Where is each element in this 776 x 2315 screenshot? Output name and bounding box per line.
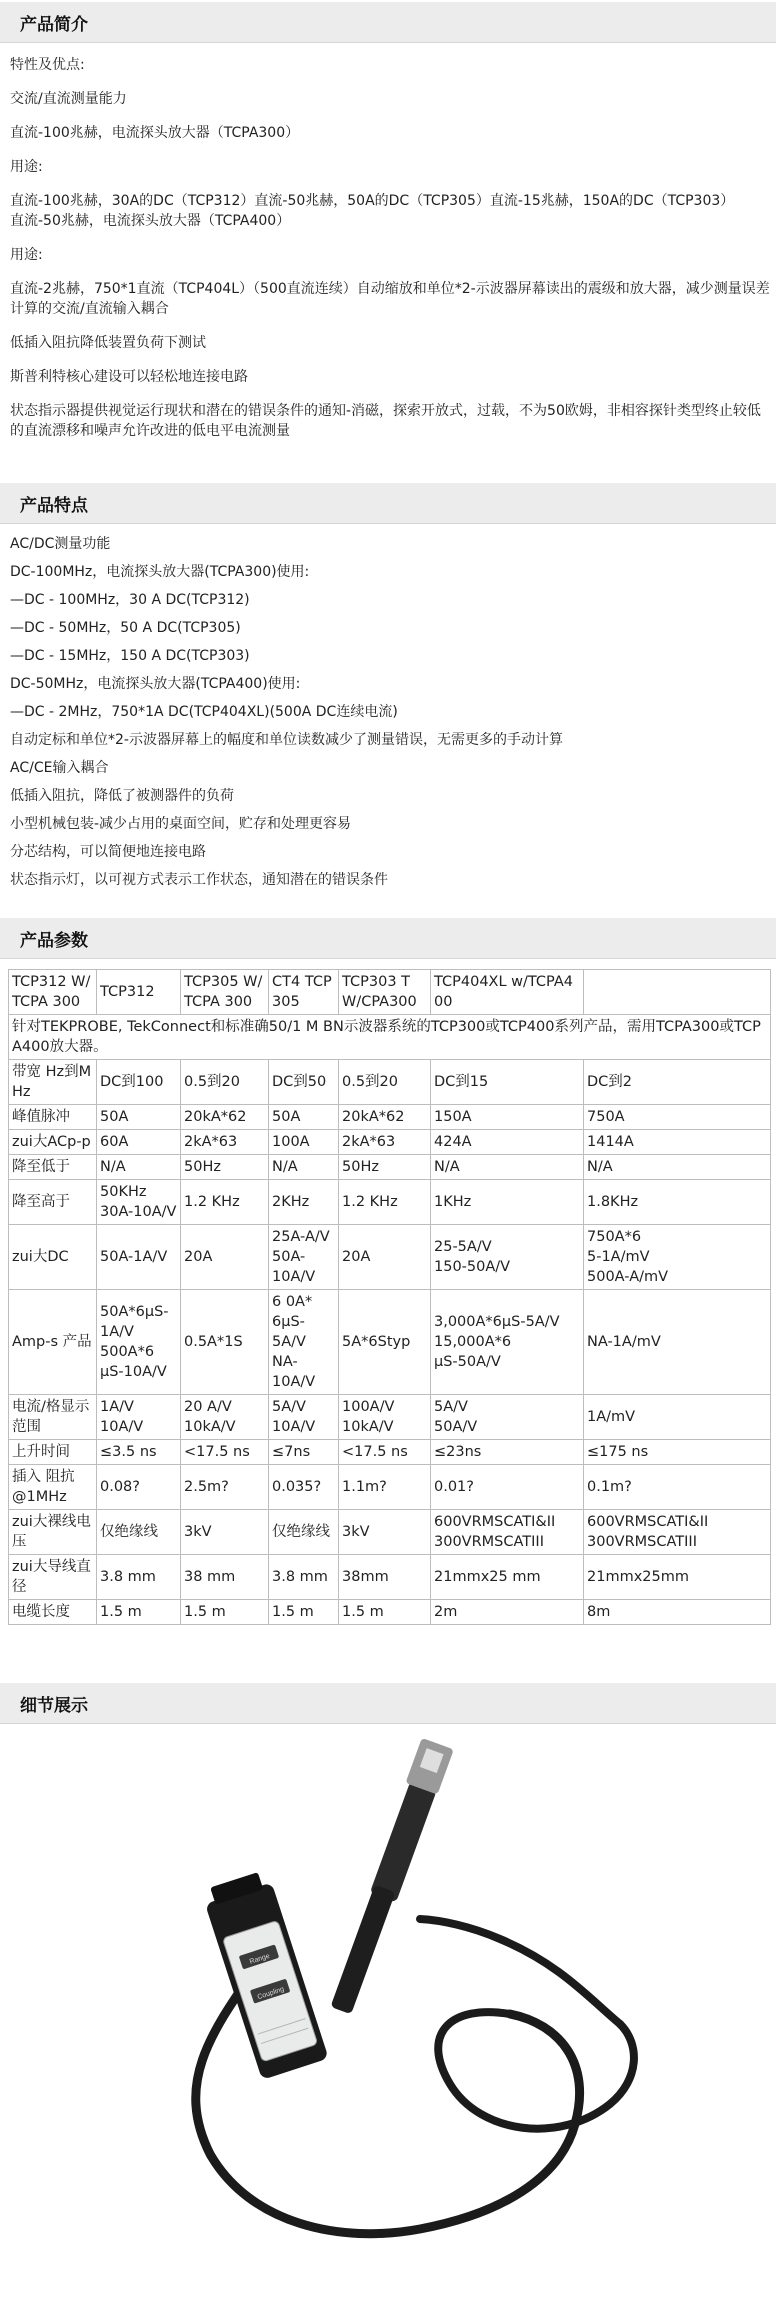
- params-cell: <17.5 ns: [339, 1440, 431, 1465]
- params-cell: 0.08?: [97, 1465, 181, 1510]
- params-header-cell: TCP303 TW/CPA300: [339, 970, 431, 1015]
- params-cell: DC到15: [431, 1060, 584, 1105]
- params-row: [9, 1225, 771, 1290]
- params-cell: 3.8 mm: [269, 1555, 339, 1600]
- params-row-label: 峰值脉冲: [9, 1105, 97, 1130]
- params-cell: N/A: [97, 1155, 181, 1180]
- params-row-label: zui大DC: [9, 1225, 97, 1290]
- probe-cable: [420, 1919, 620, 2024]
- intro-line: 状态指示器提供视觉运行现状和潜在的错误条件的通知-消磁，探索开放式，过载，不为50欧姆，非相容探针类型终止较低的直流漂移和噪声允许改进的低电平电流测量: [10, 403, 761, 439]
- params-header-cell: CT4 TCP305: [269, 970, 339, 1015]
- params-row: [9, 1060, 771, 1105]
- params-cell: ≤23ns: [431, 1440, 584, 1465]
- params-row: [9, 1510, 771, 1555]
- params-cell: 20A: [181, 1225, 269, 1290]
- feature-line: —DC - 100MHz，30 A DC(TCP312): [10, 592, 250, 608]
- params-cell: 38mm: [339, 1555, 431, 1600]
- params-cell: 38 mm: [181, 1555, 269, 1600]
- intro-section-title: 产品简介: [0, 2, 776, 43]
- params-cell: 5A*6Styp: [339, 1290, 431, 1395]
- params-cell: 2.5m?: [181, 1465, 269, 1510]
- params-cell: 750A*6 5-1A/mV 500A-A/mV: [584, 1225, 771, 1290]
- params-cell: 8m: [584, 1600, 771, 1625]
- params-cell: DC到50: [269, 1060, 339, 1105]
- params-cell: 3kV: [339, 1510, 431, 1555]
- params-cell: 0.1m?: [584, 1465, 771, 1510]
- feature-line: 自动定标和单位*2-示波器屏幕上的幅度和单位读数减少了测量错误，无需更多的手动计算: [10, 732, 563, 748]
- params-header-cell: [584, 970, 771, 1015]
- params-row-label: 降至低于: [9, 1155, 97, 1180]
- feature-line: AC/DC测量功能: [10, 536, 111, 552]
- features-text: [0, 524, 776, 904]
- params-cell: DC到2: [584, 1060, 771, 1105]
- params-row: [9, 1130, 771, 1155]
- params-cell: 60A: [97, 1130, 181, 1155]
- params-row-label: zui大导线直径: [9, 1555, 97, 1600]
- amplifier-box: [201, 1869, 329, 2080]
- feature-line: DC-50MHz，电流探头放大器(TCPA400)使用:: [10, 676, 301, 692]
- params-cell: 1.5 m: [97, 1600, 181, 1625]
- params-cell: 2m: [431, 1600, 584, 1625]
- params-cell: 1A/mV: [584, 1395, 771, 1440]
- params-cell: N/A: [269, 1155, 339, 1180]
- params-cell: 0.5到20: [181, 1060, 269, 1105]
- intro-line: 特性及优点:: [10, 57, 85, 73]
- params-row: [9, 1155, 771, 1180]
- params-cell: 50A*6μS- 1A/V 500A*6 μS-10A/V: [97, 1290, 181, 1395]
- params-cell: 1.1m?: [339, 1465, 431, 1510]
- params-cell: 20 A/V 10kA/V: [181, 1395, 269, 1440]
- feature-line: —DC - 15MHz，150 A DC(TCP303): [10, 648, 250, 664]
- params-cell: 600VRMSCATI&II 300VRMSCATIII: [431, 1510, 584, 1555]
- intro-line: 用途:: [10, 247, 43, 263]
- params-header-row: [9, 970, 771, 1015]
- params-row-label: 插入 阻抗 @1MHz: [9, 1465, 97, 1510]
- params-cell: 3,000A*6μS-5A/V 15,000A*6 μS-50A/V: [431, 1290, 584, 1395]
- params-header-cell: TCP404XL w/TCPA400: [431, 970, 584, 1015]
- params-cell: <17.5 ns: [181, 1440, 269, 1465]
- intro-line: 交流/直流测量能力: [10, 91, 127, 107]
- probe-cable: [438, 2012, 634, 2129]
- params-row: [9, 1465, 771, 1510]
- params-cell: 1.2 KHz: [181, 1180, 269, 1225]
- params-row-label: 电流/格显示范围: [9, 1395, 97, 1440]
- params-cell: 424A: [431, 1130, 584, 1155]
- params-cell: 0.5到20: [339, 1060, 431, 1105]
- feature-line: 低插入阻抗，降低了被测器件的负荷: [10, 788, 234, 804]
- params-cell: 仅绝缘线: [269, 1510, 339, 1555]
- params-cell: NA-1A/mV: [584, 1290, 771, 1395]
- params-row-label: 降至高于: [9, 1180, 97, 1225]
- feature-line: DC-100MHz，电流探头放大器(TCPA300)使用:: [10, 564, 310, 580]
- params-section-title: 产品参数: [0, 918, 776, 959]
- probe-head: [325, 1738, 454, 2017]
- params-cell: 1A/V 10A/V: [97, 1395, 181, 1440]
- params-row: [9, 1395, 771, 1440]
- params-cell: 2KHz: [269, 1180, 339, 1225]
- detail-image: [0, 1724, 776, 2284]
- feature-line: 分芯结构，可以简便地连接电路: [10, 844, 206, 860]
- params-cell: 20kA*62: [339, 1105, 431, 1130]
- params-row: [9, 1440, 771, 1465]
- params-cell: 21mmx25 mm: [431, 1555, 584, 1600]
- params-cell: 25-5A/V 150-50A/V: [431, 1225, 584, 1290]
- params-cell: 50Hz: [339, 1155, 431, 1180]
- params-row: [9, 1555, 771, 1600]
- params-cell: 20kA*62: [181, 1105, 269, 1130]
- params-cell: 1.2 KHz: [339, 1180, 431, 1225]
- intro-line: 斯普利特核心建设可以轻松地连接电路: [10, 369, 248, 385]
- params-row: [9, 1180, 771, 1225]
- params-row-label: zui大ACp-p: [9, 1130, 97, 1155]
- params-cell: 50KHz 30A-10A/V: [97, 1180, 181, 1225]
- intro-line: 直流-2兆赫，750*1直流（TCP404L）（500直流连续）自动缩放和单位*2-示波器屏幕读出的震级和放大器，减少测量误差计算的交流/直流输入耦合: [10, 281, 770, 317]
- params-cell: N/A: [431, 1155, 584, 1180]
- params-cell: 0.5A*1S: [181, 1290, 269, 1395]
- intro-line: 直流-100兆赫，30A的DC（TCP312）直流-50兆赫，50A的DC（TCP305）直流-15兆赫，150A的DC（TCP303）直流-50兆赫，电流探头放大器（TCPA400）: [10, 193, 728, 229]
- params-cell: 2kA*63: [339, 1130, 431, 1155]
- intro-line: 低插入阻抗降低装置负荷下测试: [10, 335, 206, 351]
- params-header-cell: TCP305 W/TCPA 300: [181, 970, 269, 1015]
- feature-line: 状态指示灯，以可视方式表示工作状态，通知潜在的错误条件: [10, 872, 388, 888]
- params-cell: N/A: [584, 1155, 771, 1180]
- params-table: [8, 969, 771, 1625]
- params-cell: 1.8KHz: [584, 1180, 771, 1225]
- params-cell: 50A: [97, 1105, 181, 1130]
- params-cell: 750A: [584, 1105, 771, 1130]
- probe-label-coupling: Coupling: [256, 1985, 286, 2002]
- params-cell: 600VRMSCATI&II 300VRMSCATIII: [584, 1510, 771, 1555]
- intro-line: 用途:: [10, 159, 43, 175]
- feature-line: AC/CE输入耦合: [10, 760, 109, 776]
- params-cell: 150A: [431, 1105, 584, 1130]
- params-cell: ≤175 ns: [584, 1440, 771, 1465]
- params-note: 针对TEKPROBE, TekConnect和标准确50/1 M BN示波器系统的TCP300或TCP400系列产品，需用TCPA300或TCPA400放大器。: [9, 1015, 771, 1060]
- intro-text: [0, 43, 776, 461]
- params-row-label: zui大裸线电压: [9, 1510, 97, 1555]
- params-cell: 1KHz: [431, 1180, 584, 1225]
- params-cell: 21mmx25mm: [584, 1555, 771, 1600]
- params-cell: 3kV: [181, 1510, 269, 1555]
- params-cell: 50A: [269, 1105, 339, 1130]
- params-cell: ≤3.5 ns: [97, 1440, 181, 1465]
- params-cell: 2kA*63: [181, 1130, 269, 1155]
- params-cell: 3.8 mm: [97, 1555, 181, 1600]
- params-row: [9, 1290, 771, 1395]
- current-probe-image: [0, 1724, 776, 2284]
- detail-section-title: 细节展示: [0, 1683, 776, 1724]
- params-cell: 5A/V 50A/V: [431, 1395, 584, 1440]
- params-cell: 20A: [339, 1225, 431, 1290]
- params-row-label: 上升时间: [9, 1440, 97, 1465]
- params-cell: 1414A: [584, 1130, 771, 1155]
- params-cell: 1.5 m: [269, 1600, 339, 1625]
- params-cell: 50A-1A/V: [97, 1225, 181, 1290]
- params-cell: 25A-A/V 50A- 10A/V: [269, 1225, 339, 1290]
- params-cell: 5A/V 10A/V: [269, 1395, 339, 1440]
- params-cell: 仅绝缘线: [97, 1510, 181, 1555]
- params-cell: 1.5 m: [339, 1600, 431, 1625]
- feature-line: —DC - 50MHz，50 A DC(TCP305): [10, 620, 241, 636]
- params-header-cell: TCP312 W/TCPA 300: [9, 970, 97, 1015]
- probe-label-range: Range: [248, 1952, 271, 1966]
- params-row-label: 电缆长度: [9, 1600, 97, 1625]
- feature-line: 小型机械包装-减少占用的桌面空间，贮存和处理更容易: [10, 816, 352, 832]
- params-header-cell: TCP312: [97, 970, 181, 1015]
- params-cell: 6 0A* 6μS- 5A/V NA- 10A/V: [269, 1290, 339, 1395]
- features-section-title: 产品特点: [0, 483, 776, 524]
- params-row: [9, 1105, 771, 1130]
- params-cell: DC到100: [97, 1060, 181, 1105]
- params-cell: 100A/V 10kA/V: [339, 1395, 431, 1440]
- params-cell: 100A: [269, 1130, 339, 1155]
- intro-line: 直流-100兆赫，电流探头放大器（TCPA300）: [10, 125, 300, 141]
- params-cell: 50Hz: [181, 1155, 269, 1180]
- params-cell: 0.035?: [269, 1465, 339, 1510]
- params-cell: ≤7ns: [269, 1440, 339, 1465]
- params-row-label: 带宽 Hz到MHz: [9, 1060, 97, 1105]
- params-cell: 0.01?: [431, 1465, 584, 1510]
- feature-line: —DC - 2MHz，750*1A DC(TCP404XL)(500A DC连续电流): [10, 704, 398, 720]
- params-note-row: [9, 1015, 771, 1060]
- params-row: [9, 1600, 771, 1625]
- params-cell: 1.5 m: [181, 1600, 269, 1625]
- params-row-label: Amp-s 产品: [9, 1290, 97, 1395]
